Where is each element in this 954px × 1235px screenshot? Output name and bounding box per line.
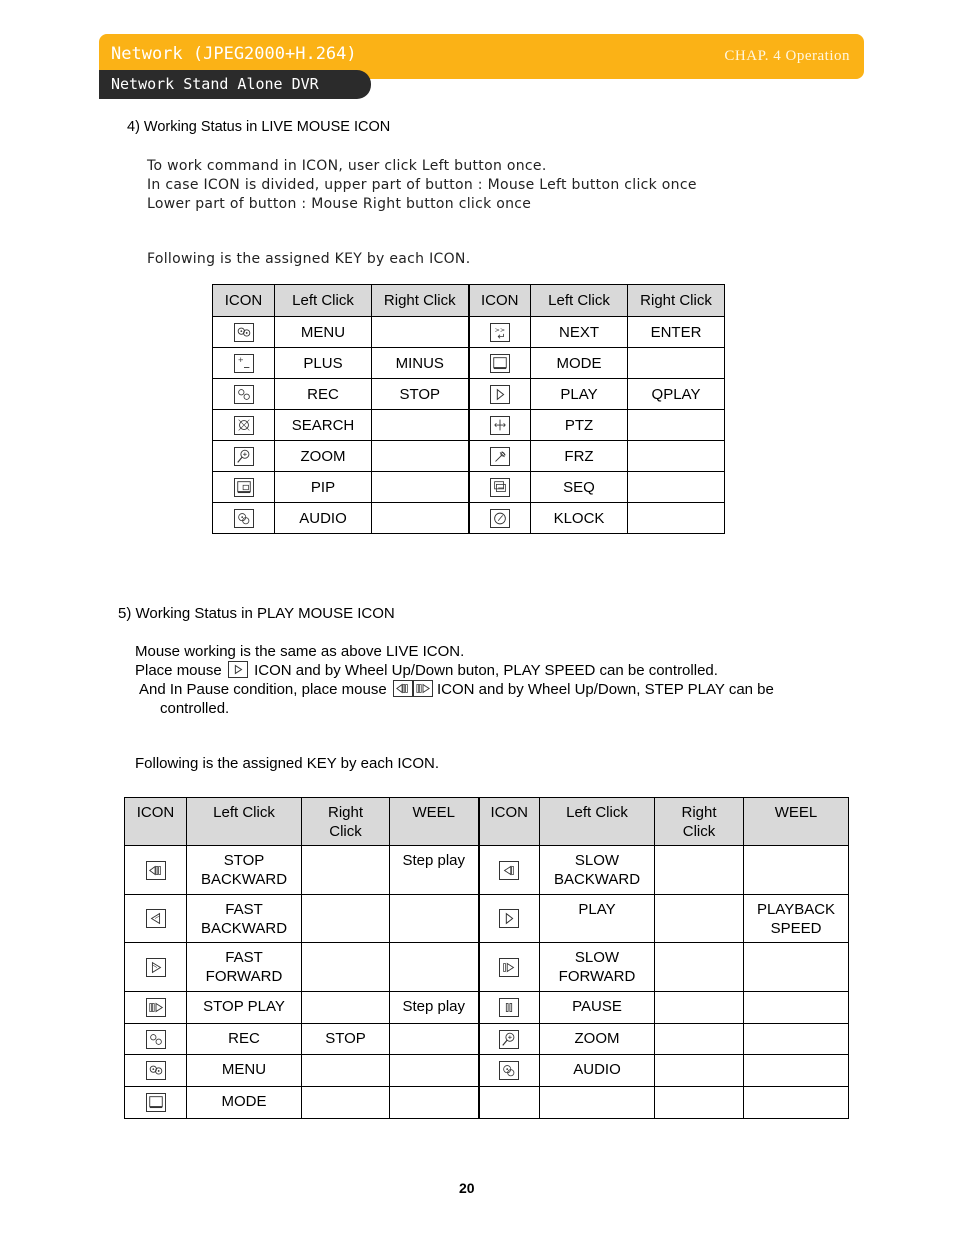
icon-cell [469, 503, 531, 534]
table-cell [628, 472, 725, 503]
table-cell [744, 1055, 849, 1087]
table-cell [302, 895, 390, 943]
text-fragment: ICON and by Wheel Up/Down buton, PLAY SPEED can be controlled. [254, 662, 718, 679]
table-cell [655, 992, 744, 1024]
mode-icon [146, 1093, 166, 1112]
table-cell [540, 1087, 655, 1119]
table-cell: MODE [187, 1087, 302, 1119]
slow-backward-icon [499, 861, 519, 880]
icon-cell [125, 1055, 187, 1087]
icon-cell [125, 895, 187, 943]
table-cell: MENU [275, 317, 372, 348]
menu-icon [146, 1061, 166, 1080]
col-header: ICON [213, 285, 275, 317]
table-cell [655, 943, 744, 992]
table-cell: MODE [531, 348, 628, 379]
menu-icon [234, 323, 254, 342]
table-row [125, 895, 849, 943]
table-cell [655, 846, 744, 895]
text-fragment: Place mouse [135, 662, 222, 679]
stop-backward-icon [393, 680, 413, 697]
table-cell: MINUS [372, 348, 469, 379]
table-cell: SLOW BACKWARD [540, 846, 655, 895]
table-cell: SEARCH [275, 410, 372, 441]
rec-icon [146, 1030, 166, 1049]
table-cell: PTZ [531, 410, 628, 441]
table-cell: ZOOM [275, 441, 372, 472]
icon-cell [469, 348, 531, 379]
zoom-icon [234, 447, 254, 466]
table-cell: SLOW FORWARD [540, 943, 655, 992]
plus-minus-icon [234, 354, 254, 373]
table-header-row [125, 798, 849, 846]
subtitle-banner [99, 70, 371, 99]
table-cell [372, 441, 469, 472]
table-cell [655, 895, 744, 943]
col-header: Right Click [655, 798, 744, 846]
audio-icon [499, 1061, 519, 1080]
play-icon-table [124, 797, 849, 1119]
icon-cell [469, 410, 531, 441]
table-cell [655, 1055, 744, 1087]
table-cell [302, 943, 390, 992]
audio-icon [234, 509, 254, 528]
section5-heading: 5) Working Status in PLAY MOUSE ICON [118, 605, 395, 622]
table-cell: NEXT [531, 317, 628, 348]
icon-cell [469, 441, 531, 472]
zoom-icon [499, 1030, 519, 1049]
pause-icon [499, 998, 519, 1017]
icon-cell [213, 503, 275, 534]
table-cell [655, 1024, 744, 1055]
fast-backward-icon [146, 909, 166, 928]
section4-following: Following is the assigned KEY by each ICON. [147, 251, 471, 267]
section4-line: In case ICON is divided, upper part of button : Mouse Left button click once [147, 177, 697, 193]
table-cell [744, 1087, 849, 1119]
table-cell: STOP [302, 1024, 390, 1055]
stop-play-icon [146, 998, 166, 1017]
table-cell: PLAY [531, 379, 628, 410]
table-cell: STOP PLAY [187, 992, 302, 1024]
col-header: WEEL [744, 798, 849, 846]
search-icon [234, 416, 254, 435]
section5-line: Mouse working is the same as above LIVE ICON. [135, 643, 465, 660]
icon-cell [479, 895, 540, 943]
col-header: ICON [479, 798, 540, 846]
icon-cell [213, 379, 275, 410]
svg-text:>>: >> [494, 326, 505, 334]
table-cell: PLAY [540, 895, 655, 943]
icon-cell [213, 348, 275, 379]
table-row [213, 410, 725, 441]
ptz-icon [490, 416, 510, 435]
table-cell [390, 943, 479, 992]
table-cell [628, 410, 725, 441]
table-cell: AUDIO [540, 1055, 655, 1087]
icon-cell [469, 317, 531, 348]
col-header: Right Click [628, 285, 725, 317]
table-cell [302, 1087, 390, 1119]
slow-forward-icon [499, 958, 519, 977]
table-cell [744, 992, 849, 1024]
col-header: Left Click [187, 798, 302, 846]
icon-cell [479, 1087, 540, 1119]
play-icon [490, 385, 510, 404]
section4-description [147, 157, 697, 214]
icon-cell [479, 1055, 540, 1087]
icon-cell [479, 846, 540, 895]
section5-line: controlled. [160, 700, 230, 717]
table-cell: QPLAY [628, 379, 725, 410]
play-icon [228, 661, 248, 678]
table-cell [372, 503, 469, 534]
table-cell: Step play [390, 846, 479, 895]
table-cell [302, 992, 390, 1024]
table-cell: AUDIO [275, 503, 372, 534]
freeze-icon [490, 447, 510, 466]
table-cell: PLUS [275, 348, 372, 379]
next-icon [490, 323, 510, 342]
table-cell: FAST FORWARD [187, 943, 302, 992]
stop-play-icon [413, 680, 433, 697]
table-cell [628, 348, 725, 379]
section5-line [135, 661, 774, 680]
table-cell: STOP [372, 379, 469, 410]
col-header: Left Click [531, 285, 628, 317]
page-number: 20 [459, 1180, 475, 1196]
table-cell: SEQ [531, 472, 628, 503]
table-cell: PAUSE [540, 992, 655, 1024]
document-subtitle: Network Stand Alone DVR [111, 75, 319, 93]
table-row [213, 379, 725, 410]
icon-cell [469, 379, 531, 410]
icon-cell [213, 472, 275, 503]
table-cell [744, 943, 849, 992]
svg-text:+: + [237, 354, 244, 364]
table-cell [390, 1087, 479, 1119]
icon-cell [125, 846, 187, 895]
table-cell [372, 410, 469, 441]
table-cell: ZOOM [540, 1024, 655, 1055]
col-header: Left Click [275, 285, 372, 317]
table-row [125, 1024, 849, 1055]
section5-description [135, 642, 774, 718]
table-cell [628, 503, 725, 534]
clock-icon [490, 509, 510, 528]
table-cell [390, 1055, 479, 1087]
table-cell: REC [275, 379, 372, 410]
stop-backward-icon [146, 861, 166, 880]
section4-line: Lower part of button : Mouse Right button click once [147, 196, 532, 212]
icon-cell [125, 1024, 187, 1055]
icon-cell [213, 317, 275, 348]
col-header: Left Click [540, 798, 655, 846]
icon-cell [479, 1024, 540, 1055]
table-row [213, 348, 725, 379]
icon-cell [213, 441, 275, 472]
table-cell [390, 895, 479, 943]
table-row [213, 472, 725, 503]
table-cell [302, 1055, 390, 1087]
table-row [125, 943, 849, 992]
play-icon [499, 909, 519, 928]
table-cell: FAST BACKWARD [187, 895, 302, 943]
mode-icon [490, 354, 510, 373]
table-cell [744, 1024, 849, 1055]
col-header: ICON [469, 285, 531, 317]
icon-cell [479, 943, 540, 992]
table-row [213, 503, 725, 534]
table-cell: FRZ [531, 441, 628, 472]
icon-cell [479, 992, 540, 1024]
fast-forward-icon [146, 958, 166, 977]
table-cell [390, 1024, 479, 1055]
table-row [125, 1087, 849, 1119]
table-row [213, 317, 725, 348]
table-cell: Step play [390, 992, 479, 1024]
chapter-label: CHAP. 4 Operation [724, 48, 850, 64]
section4-heading: 4) Working Status in LIVE MOUSE ICON [127, 119, 391, 135]
section5-line [135, 680, 774, 699]
table-cell: REC [187, 1024, 302, 1055]
icon-cell [125, 1087, 187, 1119]
table-cell [372, 472, 469, 503]
table-cell: MENU [187, 1055, 302, 1087]
table-cell: ENTER [628, 317, 725, 348]
table-cell [655, 1087, 744, 1119]
table-cell [302, 846, 390, 895]
live-icon-table [212, 284, 725, 534]
table-cell: PIP [275, 472, 372, 503]
table-cell [628, 441, 725, 472]
col-header: Right Click [372, 285, 469, 317]
table-row [125, 846, 849, 895]
col-header: WEEL [390, 798, 479, 846]
rec-icon [234, 385, 254, 404]
table-cell: PLAYBACK SPEED [744, 895, 849, 943]
section5-following: Following is the assigned KEY by each ICON. [135, 755, 440, 772]
document-title: Network (JPEG2000+H.264) [111, 44, 357, 64]
table-row [125, 1055, 849, 1087]
sequence-icon [490, 478, 510, 497]
table-cell [744, 846, 849, 895]
table-cell: STOP BACKWARD [187, 846, 302, 895]
table-cell: KLOCK [531, 503, 628, 534]
col-header: Right Click [302, 798, 390, 846]
table-header-row [213, 285, 725, 317]
icon-cell [125, 943, 187, 992]
text-fragment: ICON and by Wheel Up/Down, STEP PLAY can be [437, 681, 774, 698]
icon-cell [125, 992, 187, 1024]
table-row [125, 992, 849, 1024]
pip-icon [234, 478, 254, 497]
section4-line: To work command in ICON, user click Left button once. [147, 158, 547, 174]
icon-cell [469, 472, 531, 503]
text-fragment: And In Pause condition, place mouse [139, 681, 387, 698]
table-cell [372, 317, 469, 348]
icon-cell [213, 410, 275, 441]
col-header: ICON [125, 798, 187, 846]
table-row [213, 441, 725, 472]
